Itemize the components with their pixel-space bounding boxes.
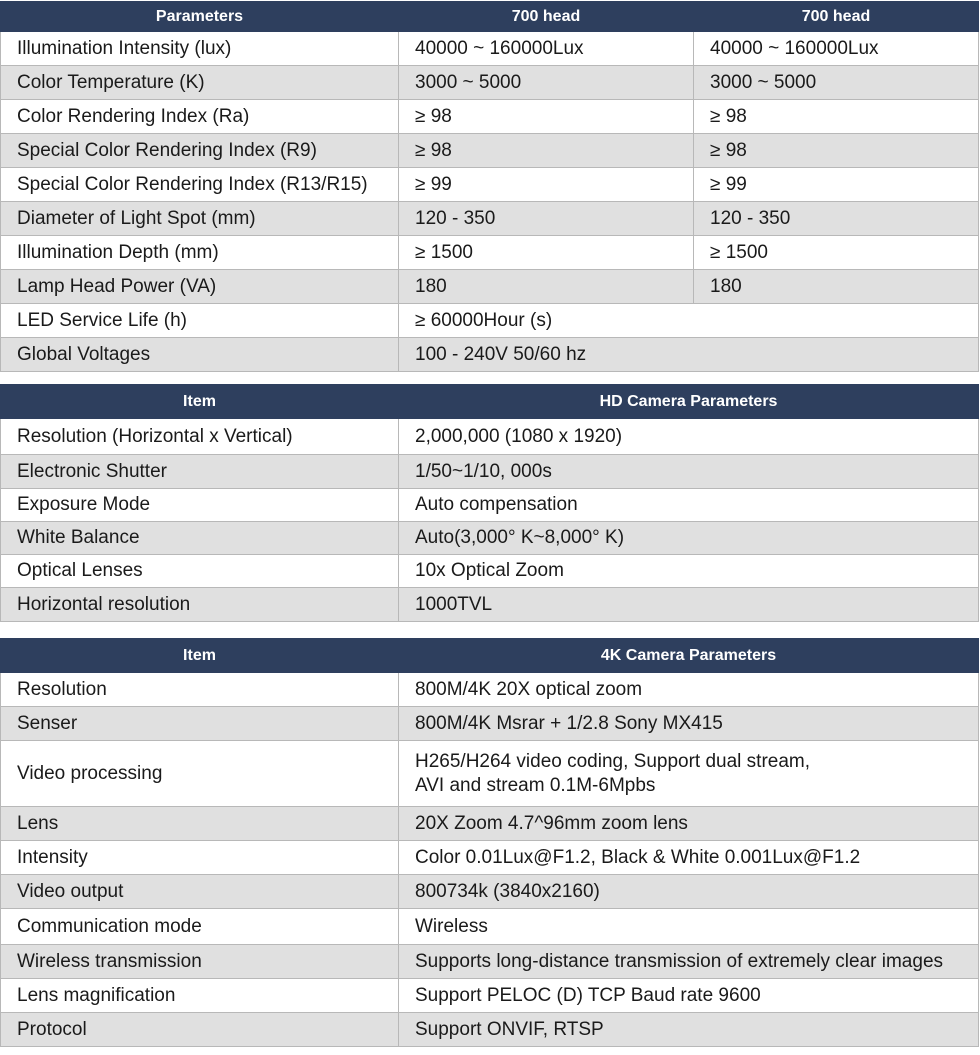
table-row <box>1 555 979 588</box>
row-label: Lens <box>1 807 399 841</box>
table-row <box>1 66 979 100</box>
header-700-head-2: 700 head <box>694 2 979 32</box>
row-label: Color Temperature (K) <box>1 66 399 100</box>
table-row <box>1 673 979 707</box>
lamp-parameters-table <box>0 1 979 372</box>
row-label: Senser <box>1 707 399 741</box>
row-label: Intensity <box>1 841 399 875</box>
row-value: 3000 ~ 5000 <box>399 66 694 100</box>
row-value: Color 0.01Lux@F1.2, Black & White 0.001Lux@F1.2 <box>399 841 979 875</box>
row-label: Video output <box>1 875 399 909</box>
table-row <box>1 32 979 66</box>
table-row <box>1 338 979 372</box>
table-row <box>1 100 979 134</box>
table-header-row <box>1 385 979 419</box>
row-value-merged: 100 - 240V 50/60 hz <box>399 338 979 372</box>
table-row <box>1 741 979 807</box>
row-label: Color Rendering Index (Ra) <box>1 100 399 134</box>
row-label: Wireless transmission <box>1 945 399 979</box>
row-value: Auto(3,000° K~8,000° K) <box>399 522 979 555</box>
table-header-row <box>1 2 979 32</box>
header-4k-camera: 4K Camera Parameters <box>399 639 979 673</box>
table-row <box>1 945 979 979</box>
table-row <box>1 168 979 202</box>
table-row <box>1 489 979 522</box>
table-row <box>1 304 979 338</box>
table-row <box>1 1013 979 1047</box>
row-value: 120 - 350 <box>399 202 694 236</box>
row-label: Illumination Intensity (lux) <box>1 32 399 66</box>
row-label: Lens magnification <box>1 979 399 1013</box>
row-label: Optical Lenses <box>1 555 399 588</box>
row-value: ≥ 99 <box>399 168 694 202</box>
row-value: ≥ 1500 <box>694 236 979 270</box>
table-row <box>1 841 979 875</box>
table-row <box>1 455 979 489</box>
row-value: 2,000,000 (1080 x 1920) <box>399 419 979 455</box>
row-value: Wireless <box>399 909 979 945</box>
table-row <box>1 134 979 168</box>
row-label: Video processing <box>1 741 399 807</box>
row-value: 40000 ~ 160000Lux <box>399 32 694 66</box>
row-label: Protocol <box>1 1013 399 1047</box>
row-value: Supports long-distance transmission of extremely clear images <box>399 945 979 979</box>
header-parameters: Parameters <box>1 2 399 32</box>
row-label: Special Color Rendering Index (R13/R15) <box>1 168 399 202</box>
table-row <box>1 522 979 555</box>
table-row <box>1 270 979 304</box>
row-value: ≥ 98 <box>694 134 979 168</box>
row-label: Communication mode <box>1 909 399 945</box>
row-value-multiline: H265/H264 video coding, Support dual stream, AVI and stream 0.1M-6Mpbs <box>399 741 979 807</box>
table-row <box>1 979 979 1013</box>
row-value: ≥ 98 <box>399 134 694 168</box>
table-row <box>1 236 979 270</box>
row-value: 800M/4K 20X optical zoom <box>399 673 979 707</box>
row-label: Diameter of Light Spot (mm) <box>1 202 399 236</box>
row-value: ≥ 1500 <box>399 236 694 270</box>
4k-camera-table <box>0 638 979 1047</box>
table-row <box>1 588 979 622</box>
row-value: Support PELOC (D) TCP Baud rate 9600 <box>399 979 979 1013</box>
row-label: Electronic Shutter <box>1 455 399 489</box>
header-item: Item <box>1 385 399 419</box>
row-label: LED Service Life (h) <box>1 304 399 338</box>
row-label: Special Color Rendering Index (R9) <box>1 134 399 168</box>
row-value: 1/50~1/10, 000s <box>399 455 979 489</box>
row-value: 1000TVL <box>399 588 979 622</box>
row-value: Support ONVIF, RTSP <box>399 1013 979 1047</box>
table-row <box>1 875 979 909</box>
row-value: 120 - 350 <box>694 202 979 236</box>
hd-camera-table <box>0 384 979 622</box>
table-row <box>1 419 979 455</box>
row-label: White Balance <box>1 522 399 555</box>
row-label: Horizontal resolution <box>1 588 399 622</box>
row-label: Resolution (Horizontal x Vertical) <box>1 419 399 455</box>
row-value-merged: ≥ 60000Hour (s) <box>399 304 979 338</box>
row-value: ≥ 99 <box>694 168 979 202</box>
row-label: Illumination Depth (mm) <box>1 236 399 270</box>
table-row <box>1 807 979 841</box>
row-label: Global Voltages <box>1 338 399 372</box>
row-value: 180 <box>694 270 979 304</box>
row-value: ≥ 98 <box>694 100 979 134</box>
header-item: Item <box>1 639 399 673</box>
row-label: Resolution <box>1 673 399 707</box>
table-header-row <box>1 639 979 673</box>
row-value: 3000 ~ 5000 <box>694 66 979 100</box>
row-value: Auto compensation <box>399 489 979 522</box>
row-value: 40000 ~ 160000Lux <box>694 32 979 66</box>
table-row <box>1 202 979 236</box>
row-label: Exposure Mode <box>1 489 399 522</box>
header-700-head-1: 700 head <box>399 2 694 32</box>
table-row <box>1 909 979 945</box>
row-label: Lamp Head Power (VA) <box>1 270 399 304</box>
row-value: 800734k (3840x2160) <box>399 875 979 909</box>
header-hd-camera: HD Camera Parameters <box>399 385 979 419</box>
row-value: 800M/4K Msrar + 1/2.8 Sony MX415 <box>399 707 979 741</box>
row-value: ≥ 98 <box>399 100 694 134</box>
row-value: 10x Optical Zoom <box>399 555 979 588</box>
row-value: 20X Zoom 4.7^96mm zoom lens <box>399 807 979 841</box>
table-row <box>1 707 979 741</box>
row-value: 180 <box>399 270 694 304</box>
